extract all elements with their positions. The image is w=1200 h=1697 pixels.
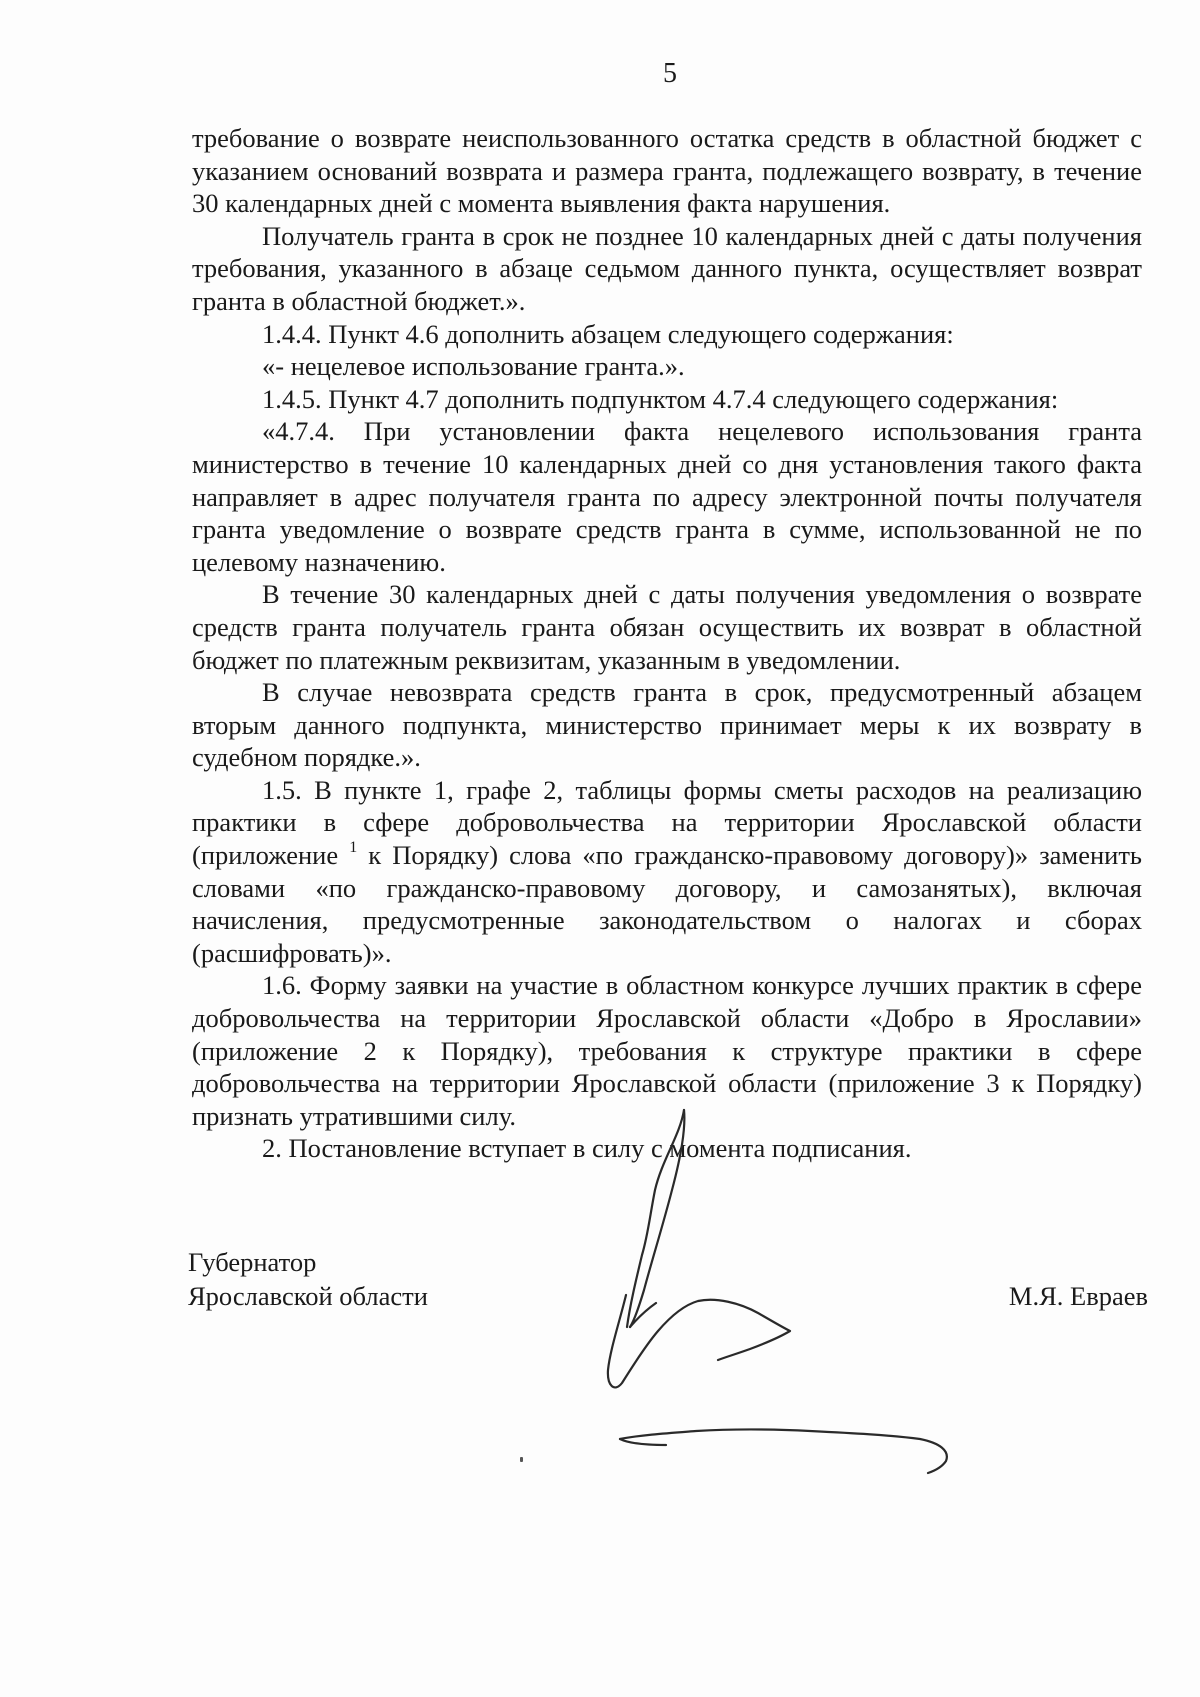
page-number: 5 xyxy=(663,58,677,89)
paragraph: «- нецелевое использование гранта.». xyxy=(262,351,685,382)
paragraph: 1.4.4. Пункт 4.6 дополнить абзацем следующего содержания: xyxy=(262,318,954,349)
document-body xyxy=(192,122,1142,1165)
superscript-marker: 1 xyxy=(349,839,358,857)
handwritten-signature xyxy=(600,1105,1020,1485)
signatory-title: Губернатор xyxy=(188,1247,317,1277)
paragraph: В течение 30 календарных дней с даты получения уведомления о возврате средств гранта получатель гранта обязан осуществить их возврат в областной бюджет по платежным реквизитам, указанным в уведомлении. xyxy=(192,579,1142,675)
signatory-name: М.Я. Евраев xyxy=(1008,1281,1148,1311)
paragraph: 2. Постановление вступает в силу с момента подписания. xyxy=(262,1133,912,1164)
paragraph-with-superscript xyxy=(192,774,1142,970)
paragraph: 1.6. Форму заявки на участие в областном конкурсе лучших практик в сфере добровольчества на территории Ярославской области «Добро в Ярославии» (приложение 2 к Порядку), требования к структуре практики в сфере добровольчества на территории Ярославской области (приложение 3 к Порядку) признать утратившими силу. xyxy=(192,970,1142,1131)
scan-speck xyxy=(520,1457,523,1462)
paragraph: Получатель гранта в срок не позднее 10 календарных дней с даты получения требования, указанного в абзаце седьмом данного пункта, осуществляет возврат гранта в областной бюджет.». xyxy=(192,220,1142,316)
paragraph: 1.4.5. Пункт 4.7 дополнить подпунктом 4.7.4 следующего содержания: xyxy=(262,383,1059,414)
signatory-region: Ярославской области xyxy=(188,1281,428,1311)
paragraph: требование о возврате неиспользованного остатка средств в областной бюджет с указанием оснований возврата и размера гранта, подлежащего возврату, в течение 30 календарных дней с момента выявления факта нарушения. xyxy=(192,123,1142,219)
paragraph: В случае невозврата средств гранта в срок, предусмотренный абзацем вторым данного подпункта, министерство принимает меры к их возврату в судебном порядке.». xyxy=(192,677,1142,773)
paragraph-text-after: к Порядку) слова «по гражданско-правовому договору)» заменить словами «по гражданско-правовому договору, и самозанятых), включая начисления, предусмотренные законодательством о налогах и сборах (расшифровать)». xyxy=(192,840,1142,968)
paragraph: «4.7.4. При установлении факта нецелевого использования гранта министерство в течение 10 календарных дней со дня установления такого факта направляет в адрес получателя гранта по адресу электронной почты получателя гранта уведомление о возврате средств гранта в сумме, использованной не по целевому назначению. xyxy=(192,416,1142,577)
paragraph-text-before: 1.5. В пункте 1, графе 2, таблицы формы сметы расходов на реализацию практики в сфере добровольчества на территории Ярославской области (приложение xyxy=(192,774,1142,871)
